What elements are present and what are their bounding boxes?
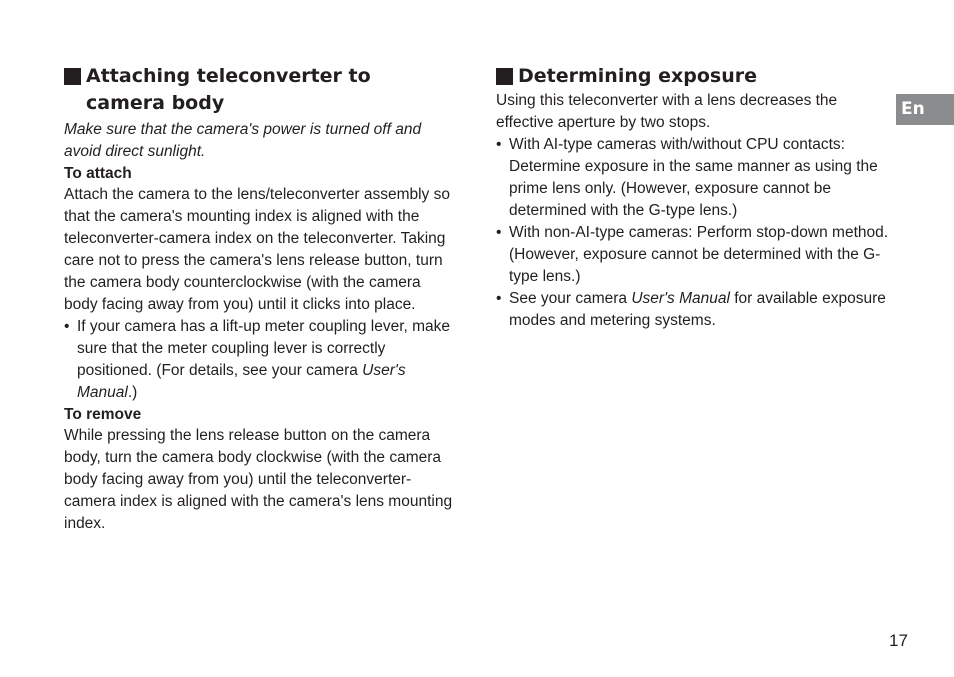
exposure-intro: Using this teleconverter with a lens decreases the effective aperture by two stops. [496,92,838,131]
manual-reference: User's Manual [77,362,406,401]
right-column [496,63,890,332]
bullet-text: With non-AI-type cameras: Perform stop-down method. (However, exposure cannot be determined with the G-type lens.) [509,224,889,285]
bullet-text: With AI-type cameras with/without CPU contacts: Determine exposure in the same manner as using the prime lens only. (However, exposure cannot be determined with the G-type lens.) [509,136,878,219]
caution-note: Make sure that the camera's power is turned off and avoid direct sunlight. [64,121,422,160]
bullet-dot-icon: • [496,136,502,153]
square-bullet-icon [64,68,81,85]
exposure-bullet-list [496,134,890,332]
manual-reference: User's Manual [631,290,730,307]
attach-bullet-list [64,316,456,404]
bullet-dot-icon: • [496,290,502,307]
section-heading-exposure [496,63,890,90]
bullet-dot-icon: • [496,224,502,241]
section-heading-text: Determining exposure [518,65,757,87]
section-heading-text: Attaching teleconverter to camera body [86,65,371,114]
list-item [496,288,890,332]
bullet-text: See your camera [509,290,632,307]
subheading-to-remove: To remove [64,406,142,423]
bullet-text-end: .) [127,384,138,401]
subheading-to-attach: To attach [64,165,132,182]
list-item [64,316,456,404]
list-item [496,222,890,288]
language-tab: En [896,94,954,125]
bullet-text-end: for available exposure modes and metering systems. [509,290,886,329]
section-heading-attaching [64,63,456,117]
square-bullet-icon [496,68,513,85]
remove-instructions: While pressing the lens release button on the camera body, turn the camera body clockwise (with the camera body facing away from you) until the teleconverter-camera index is aligned with the camera's lens mounting index. [64,427,453,532]
attach-instructions: Attach the camera to the lens/teleconverter assembly so that the camera's mounting index is aligned with the teleconverter-camera index on the teleconverter. Taking care not to press the camera's lens release button, turn the camera body counterclockwise (with the camera body facing away from you) until it clicks into place. [64,186,450,313]
list-item [496,134,890,222]
page-number: 17 [889,631,908,650]
bullet-text: If your camera has a lift-up meter coupling lever, make sure that the meter coupling lever is correctly positioned. (For details, see your camera [77,318,451,379]
bullet-dot-icon: • [64,318,70,335]
left-column [64,63,456,535]
